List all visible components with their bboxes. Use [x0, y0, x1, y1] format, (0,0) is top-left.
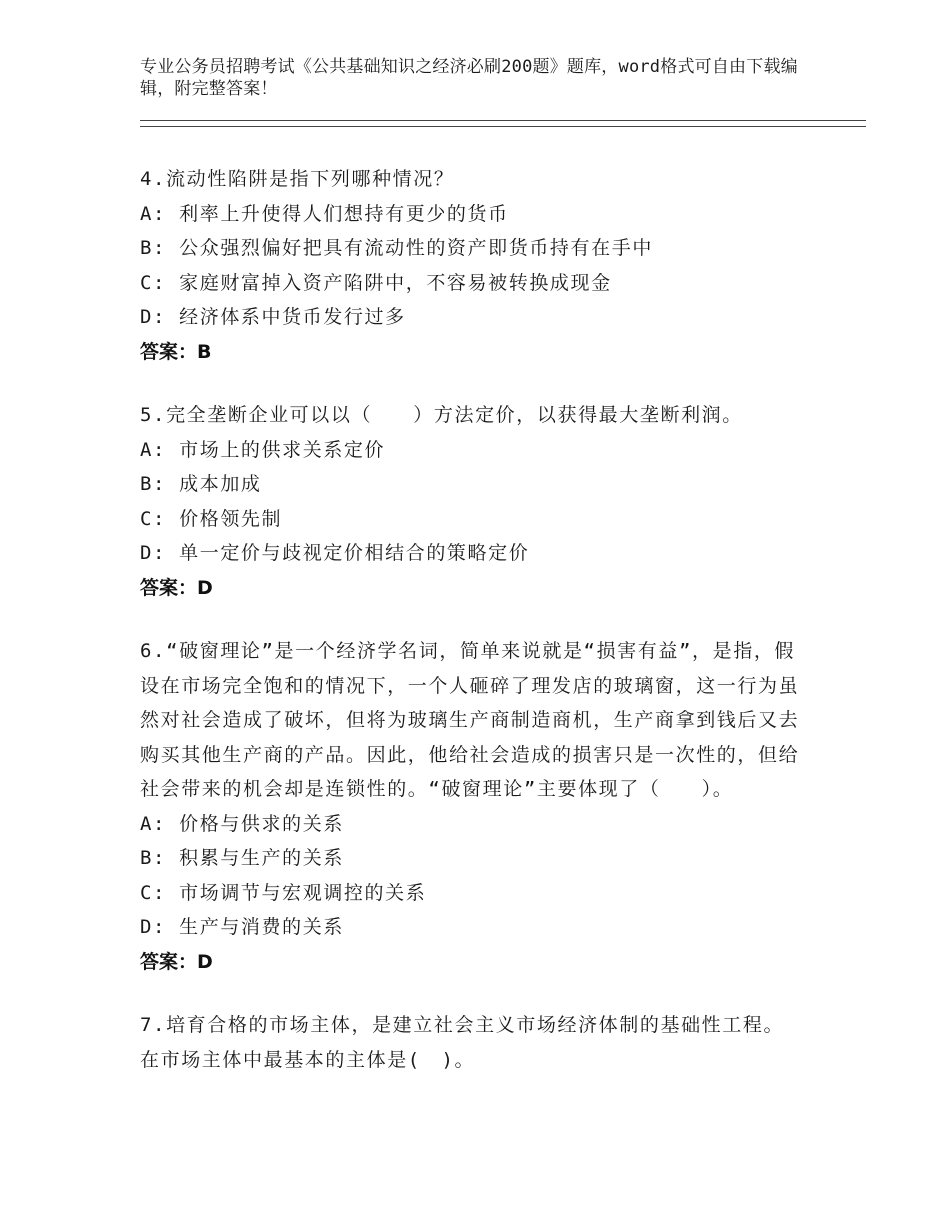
answer-key: 答案：D: [140, 950, 213, 973]
option-letter: C:: [140, 881, 167, 904]
option-text: 价格与供求的关系: [179, 812, 344, 835]
option-text: 成本加成: [179, 473, 262, 495]
option-letter: B:: [140, 237, 167, 259]
option-letter: D:: [140, 542, 167, 564]
question-stem: 5.完全垄断企业可以以（ ）方法定价，以获得最大垄断利润。: [140, 404, 743, 426]
option-letter: D:: [140, 916, 167, 938]
answer-option: [140, 266, 800, 301]
answer-key: 答案：D: [140, 576, 213, 599]
option-text: 单一定价与歧视定价相结合的策略定价: [179, 542, 530, 564]
option-text: 公众强烈偏好把具有流动性的资产即货币持有在手中: [179, 237, 653, 259]
option-letter: D:: [140, 306, 167, 328]
option-text: 经济体系中货币发行过多: [179, 306, 406, 328]
option-text: 市场上的供求关系定价: [179, 438, 386, 461]
question-list: [140, 162, 800, 1106]
option-text: 生产与消费的关系: [179, 916, 344, 938]
answer-option: [140, 433, 800, 468]
document-header: 专业公务员招聘考试《公共基础知识之经济必刷200题》题库，word格式可自由下载编辑，附完整答案！: [140, 57, 798, 99]
header-divider: [140, 120, 866, 127]
answer-option: [140, 300, 800, 335]
option-text: 利率上升使得人们想持有更少的货币: [179, 202, 509, 225]
option-letter: B:: [140, 473, 167, 495]
option-text: 积累与生产的关系: [179, 847, 344, 869]
option-letter: C:: [140, 507, 167, 530]
option-letter: B:: [140, 847, 167, 869]
question-stem: 7.培育合格的市场主体，是建立社会主义市场经济体制的基础性工程。在市场主体中最基本的主体是( )。: [140, 1014, 785, 1071]
answer-option: [140, 231, 800, 266]
option-text: 家庭财富掉入资产陷阱中，不容易被转换成现金: [179, 271, 612, 294]
question-stem: 4.流动性陷阱是指下列哪种情况？: [140, 168, 455, 190]
option-letter: A:: [140, 202, 167, 225]
question-block: [140, 1008, 800, 1077]
question-block: [140, 634, 800, 979]
answer-option: [140, 910, 800, 945]
answer-key: 答案：B: [140, 340, 212, 363]
option-letter: A:: [140, 438, 167, 461]
option-letter: C:: [140, 271, 167, 294]
answer-option: [140, 841, 800, 876]
answer-option: [140, 807, 800, 842]
answer-option: [140, 536, 800, 571]
option-letter: A:: [140, 812, 167, 835]
answer-option: [140, 502, 800, 537]
answer-option: [140, 876, 800, 911]
answer-option: [140, 467, 800, 502]
option-text: 价格领先制: [179, 507, 283, 530]
question-block: [140, 162, 800, 369]
question-stem: 6.“破窗理论”是一个经济学名词，简单来说就是“损害有益”，是指，假设在市场完全饱和的情况下，一个人砸碎了理发店的玻璃窗，这一行为虽然对社会造成了破坏，但将为玻璃生产商制造商机，生产商拿到钱后又去购买其他生产商的产品。因此，他给社会造成的损害只是一次性的，但给社会带来的机会却是连锁性的。“破窗理论”主要体现了（ ）。: [140, 640, 800, 800]
question-block: [140, 398, 800, 605]
answer-option: [140, 197, 800, 232]
option-text: 市场调节与宏观调控的关系: [179, 881, 427, 904]
